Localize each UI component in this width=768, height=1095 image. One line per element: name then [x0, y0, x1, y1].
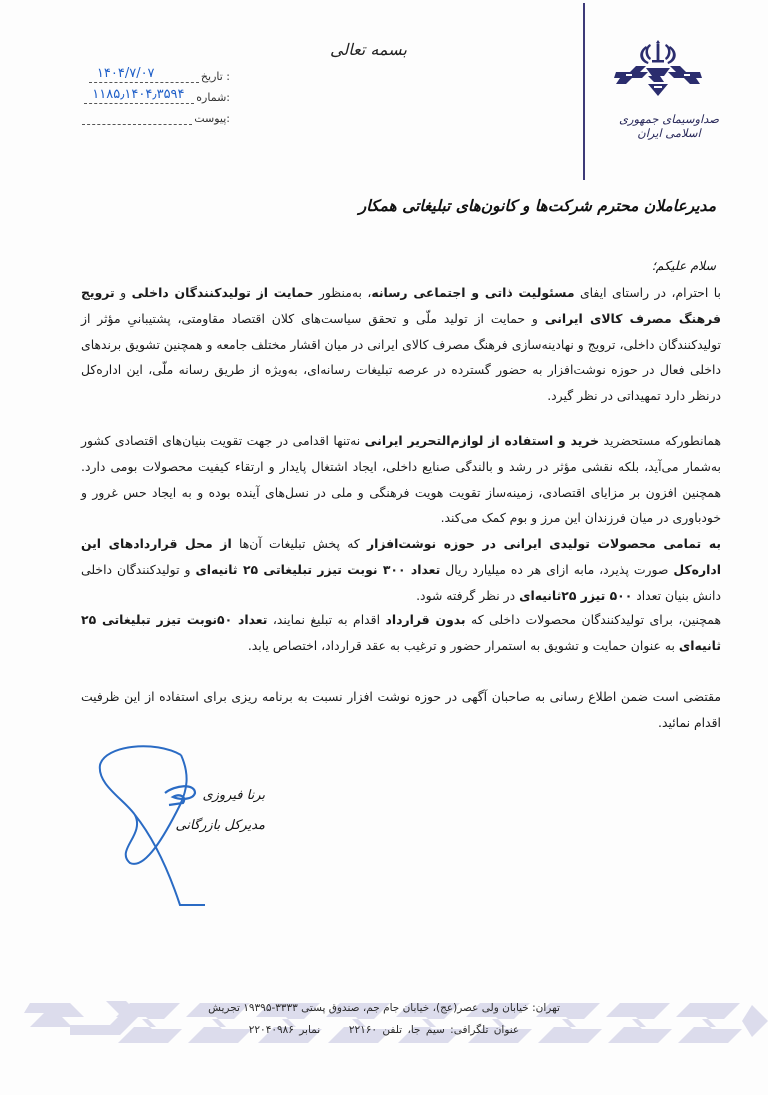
body-text-run: با احترام، در راستای ایفای [574, 285, 721, 300]
emphasized-text: به تمامی محصولات تولیدی ایرانی در حوزه نوشت‌افزار [366, 536, 721, 551]
body-text-run: و تولیدکنندگان داخلی دانش بنیان تعداد [81, 561, 721, 603]
emphasized-text: ترویج فرهنگ مصرف کالای ایرانی [81, 285, 721, 326]
organization-name: صداوسیمای جمهوری اسلامی ایران [618, 112, 720, 140]
meta-date-row [30, 62, 230, 83]
footer-contact [0, 1024, 768, 1036]
body-text-run: ، به‌منظور [313, 285, 372, 300]
body-paragraph-2 [81, 428, 721, 531]
header-divider-line [583, 3, 585, 180]
footer-fax: ۲۲۰۴۰۹۸۶ [248, 1024, 294, 1036]
emphasized-text: از محل قراردادهای این اداره‌کل [81, 536, 721, 577]
body-paragraph-1 [81, 280, 721, 409]
body-paragraph-5 [81, 684, 721, 736]
footer-telegraph: عنوان تلگرافی: سیم جا، تلفن [382, 1024, 520, 1036]
footer-fax-label: نمابر [299, 1024, 321, 1036]
emphasized-text: بدون قرارداد [385, 612, 466, 627]
number-label: :شماره [196, 91, 230, 104]
body-text-run: و [114, 285, 132, 300]
body-text-run: همانطورکه مستحضرید [599, 433, 721, 448]
emphasized-text: مسئولیت ذاتی و اجتماعی رسانه [371, 285, 575, 300]
footer-phone: ۲۲۱۶۰ [348, 1024, 378, 1036]
body-text-run: مقتضی است ضمن اطلاع رسانی به صاحبان آگهی در حوزه نوشت افزار نسبت به برنامه ریزی برای استفاده از این ظرفیت اقدام نمائید. [81, 689, 721, 730]
number-field [84, 87, 194, 104]
body-text-run: اقدام به تبلیغ نمایند، [267, 612, 386, 627]
date-value: ۱۴۰۴/۷/۰۷ [96, 66, 155, 81]
body-text-run: صورت پذیرد، مابه ازای هر ده میلیارد ریال [440, 561, 674, 577]
date-field [89, 66, 199, 83]
emphasized-text: ۵۰۰ تیزر ۲۵ثانیه‌ای [519, 587, 633, 603]
attachment-field [82, 112, 192, 125]
body-text-run: به عنوان حمایت و تشویق به استمرار حضور و ترغیب به عقد قرارداد، اختصاص یابد. [247, 637, 679, 653]
body-text-run: نه‌تنها اقدامی در جهت تقویت بنیان‌های اقتصادی کشور به‌شمار می‌آید، بلکه نقشی مؤثر در رشد و بالندگی صنایع داخلی، ایجاد اشتغال پایدار و ارتقاء کیفیت محصولات بومی دارد. همچنین افزون بر مزایای اقتصادی، زمینه‌ساز تقویت هویت فرهنگی و ملی در نسل‌های آینده بوده و به ایجاد حس غرور و خودباوری در میان فرزندان این مرز و بوم کمک می‌کند. [81, 433, 721, 526]
invocation-heading: بسمه تعالی [330, 40, 407, 59]
signatory-title: مدیرکل بازرگانی [175, 818, 265, 833]
meta-number-row [30, 83, 230, 104]
date-label: : تاریخ [200, 70, 230, 83]
attachment-label: :پیوست [194, 112, 230, 125]
emphasized-text: خرید و استفاده از لوازم‌التحریر ایرانی [364, 433, 600, 448]
body-text-run: که پخش تبلیغات آن‌ها [231, 536, 367, 551]
body-text-run: همچنین، برای تولیدکنندگان محصولات داخلی که [465, 612, 721, 627]
letter-addressee: مدیرعاملان محترم شرکت‌ها و کانون‌های تبلیغاتی همکار [358, 196, 716, 215]
emphasized-text: تعداد ۳۰۰ نوبت تیزر تبلیغاتی ۲۵ ثانیه‌ای [195, 561, 441, 577]
signatory-name: برنا فیروزی [202, 788, 265, 803]
body-text-run: در نظر گرفته شود. [416, 587, 520, 603]
letter-greeting: سلام علیکم؛ [651, 258, 716, 273]
emphasized-text: تعداد ۵۰نوبت تیزر تبلیغاتی ۲۵ ثانیه‌ای [81, 612, 721, 653]
body-paragraph-4 [81, 607, 721, 659]
emphasized-text: حمایت از تولیدکنندگان داخلی [131, 285, 314, 300]
letter-meta [30, 62, 230, 125]
meta-attachment-row [30, 104, 230, 125]
body-text-run: و حمایت از تولید ملّی و تحقق سیاست‌های کلان اقتصاد مقاومتی، پشتیبانیِ مؤثر از تولیدکنندگان داخلی، ترویج و نهادینه‌سازی فرهنگ مصرف کالای ایرانی در میان اقشار مختلف جامعه و همچنین تشویق برندهای داخلی فعال در حوزه نوشت‌افزار به حضور گسترده در عرصه تبلیغات رسانه‌ای، به‌ویژه از طریق رسانه ملّی، این اداره‌کل درنظر دارد تمهیداتی در نظر گیرد. [81, 310, 721, 404]
footer-address: تهران: خیابان ولی عصر(عج)، خیابان جام جم، صندوق پستی ۳۳۳۳-۱۹۳۹۵ تجریش [208, 1002, 560, 1014]
irib-logo-icon [612, 38, 704, 100]
number-value: ۱۱۸۵٫۱۴۰۴٫۳۵۹۴ [92, 87, 185, 102]
body-paragraph-3 [81, 531, 721, 608]
